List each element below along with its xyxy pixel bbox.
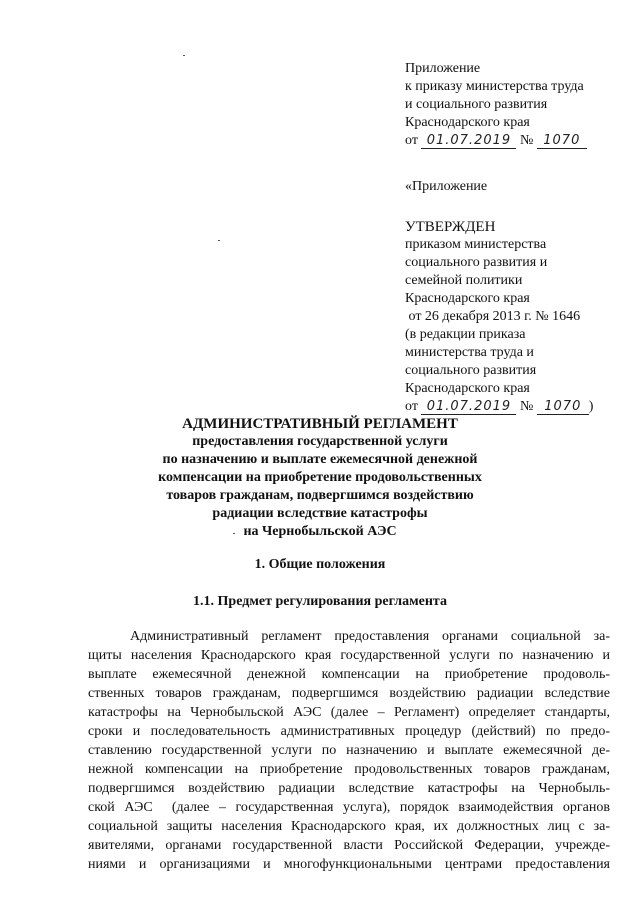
title-line-6: на Чернобыльской АЭС [243, 524, 397, 539]
ministry-line: и социального развития [405, 97, 548, 112]
number-sign: № [519, 133, 534, 148]
body-line: выплате ежемесячной денежной компенсации на приобретение продоволь- [88, 667, 610, 682]
title-line-5: радиации вследствие катастрофы [212, 506, 428, 521]
approved-line-1: приказом министерства [405, 237, 547, 252]
body-line: явителями, органами государственной власти Российской Федерации, учрежде- [88, 838, 610, 853]
body-line: ственных товаров гражданам, подвергшимся воздействию радиации вследствие [88, 686, 610, 701]
title-line-4: товаров гражданам, подвергшимся воздействию [166, 488, 474, 503]
approved-line-8: социального развития [405, 363, 537, 378]
body-paragraph [88, 627, 610, 874]
approved-line-6: (в редакции приказа [405, 327, 526, 342]
body-line: социальной защиты населения Краснодарского края, их должностных лиц с за- [88, 819, 610, 834]
body-line: щиты населения Краснодарского края государственной услуги по назначению и [88, 648, 610, 663]
appendix-label: Приложение [405, 61, 481, 76]
body-line: сроки и последовательность административных процедур (действий) по предо- [88, 724, 610, 739]
approval-stamp-block [405, 60, 625, 416]
region-line: Краснодарского края [405, 115, 530, 130]
approved-line-3: семейной политики [405, 273, 523, 288]
document-title [100, 415, 540, 541]
approved-heading: УТВЕРЖДЕН [405, 219, 496, 235]
title-line-2: по назначению и выплате ежемесячной денежной [162, 452, 478, 467]
approved-line-9: Краснодарского края [405, 381, 530, 396]
handwritten-date: 01.07.2019 [421, 134, 516, 149]
approved-line-5: от 26 декабря 2013 г. № 1646 [405, 309, 581, 324]
from-prefix-2: от [405, 399, 418, 414]
handwritten-date-2: 01.07.2019 [421, 400, 516, 415]
body-line: Административный регламент предоставления органами социальной за- [130, 629, 610, 644]
approved-line-7: министерства труда и [405, 345, 534, 360]
title-line-3: компенсации на приобретение продовольственных [158, 470, 482, 485]
approved-line-2: социального развития и [405, 255, 548, 270]
quoted-appendix-label: «Приложение [405, 179, 488, 194]
body-line: ской АЭС (далее – государственная услуга), порядок взаимодействия органов [88, 800, 610, 815]
from-prefix: от [405, 133, 418, 148]
handwritten-number-2: 1070 [537, 400, 589, 415]
number-sign-2: № [519, 399, 534, 414]
title-main: АДМИНИСТРАТИВНЫЙ РЕГЛАМЕНТ [182, 416, 458, 432]
body-line: подвергшимся воздействию радиации вследствие катастрофы на Чернобыль- [88, 781, 610, 796]
order-line: к приказу министерства труда [405, 79, 584, 94]
section-heading: 1. Общие положения [254, 557, 386, 572]
order-date-line [405, 132, 625, 150]
body-line: ниями и организациями и многофункциональными центрами предоставления [88, 857, 610, 872]
body-line: катастрофы на Чернобыльской АЭС (далее – Регламент) определяет стандарты, [88, 705, 610, 720]
approved-line-4: Краснодарского края [405, 291, 530, 306]
handwritten-number: 1070 [537, 134, 587, 149]
title-line-1: предоставления государственной услуги [192, 434, 448, 449]
body-line: ставлению государственной услуги по назначению и выплате ежемесячной де- [88, 743, 610, 758]
scan-speck [183, 55, 185, 56]
closing-paren: ) [588, 399, 594, 414]
revision-date-line [405, 398, 625, 416]
scan-speck [218, 240, 220, 241]
subsection-heading: 1.1. Предмет регулирования регламента [193, 594, 447, 609]
body-line: нежной компенсации на приобретение продовольственных товаров гражданам, [88, 762, 610, 777]
